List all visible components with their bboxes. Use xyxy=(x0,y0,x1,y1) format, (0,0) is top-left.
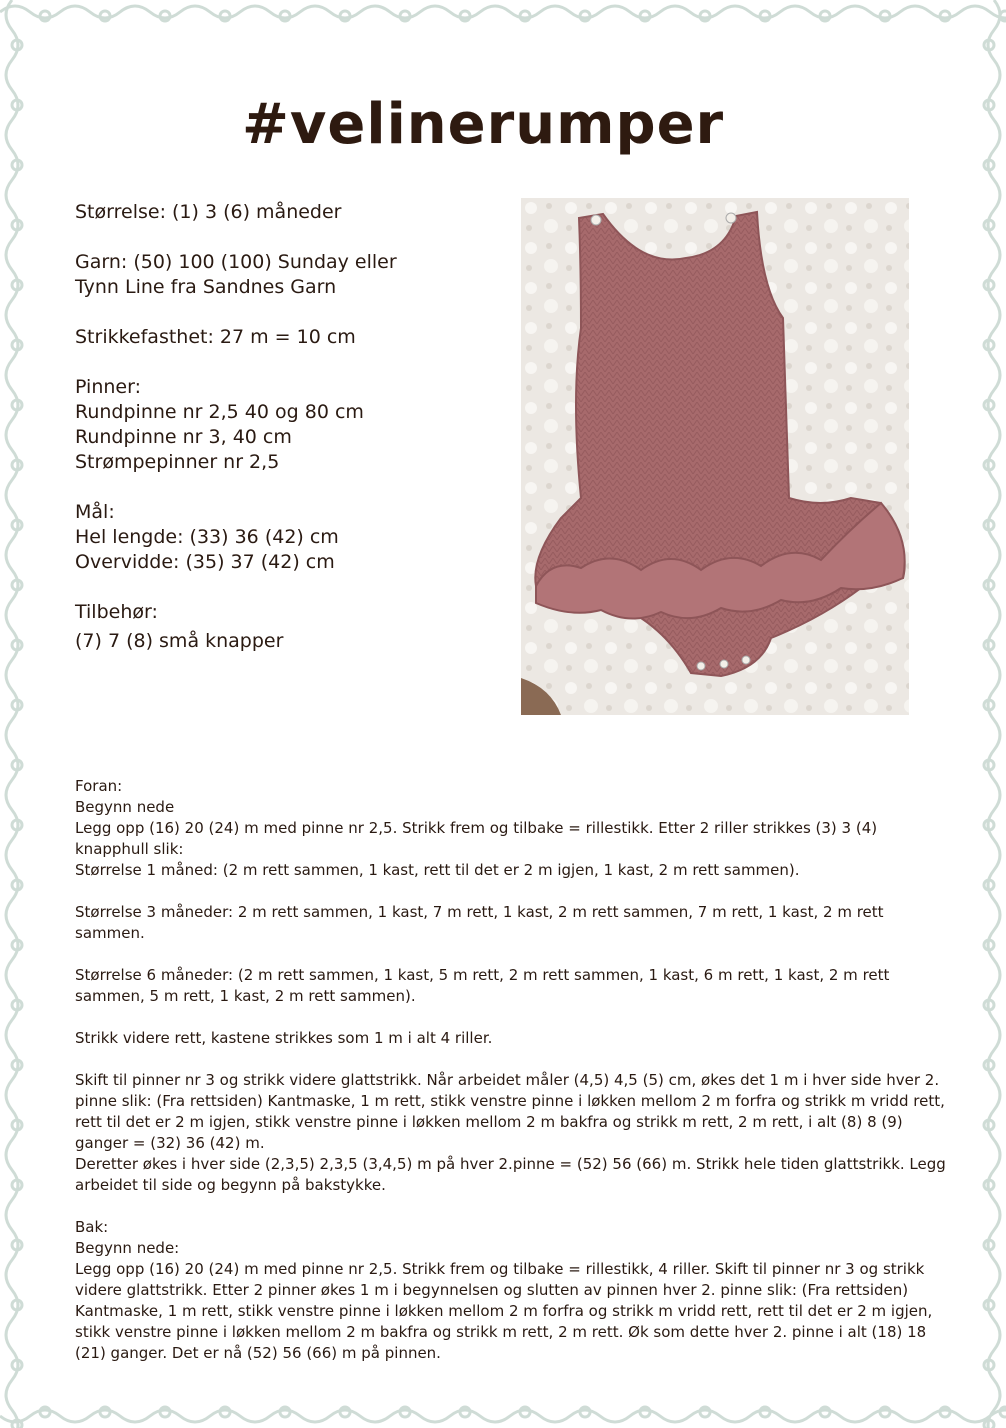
size-6-months: Størrelse 6 måneder: (2 m rett sammen, 1 kast, 5 m rett, 2 m rett sammen, 1 kast, 6 m rett, 1 kast, 2 m rett sammen, 5 m rett, 1 kast, 2 m rett sammen). xyxy=(75,966,890,1005)
size-1-month: Størrelse 1 måned: (2 m rett sammen, 1 kast, rett til det er 2 m igjen, 1 kast, 2 m rett sammen). xyxy=(75,861,800,879)
switch-needles: Skift til pinner nr 3 og strikk videre glattstrikk. Når arbeidet måler (4,5) 4,5 (5) cm, økes det 1 m i hver side hver 2. pinne slik: (Fra rettsiden) Kantmaske, 1 m rett, stikk venstre pinne i løkken mellom 2 m forfra og strikk m vridd rett, rett til det er 2 m igjen, stikk venstre pinne i løkken mellom 2 m bakfra og strikk m rett, 2 m rett, i alt (8) 8 (9) ganger = (32) 36 (42) m. xyxy=(75,1071,945,1152)
spec-accessories: Tilbehør: (7) 7 (8) små knapper xyxy=(75,601,284,652)
back-start: Begynn nede: xyxy=(75,1239,180,1257)
spec-gauge: Strikkefasthet: 27 m = 10 cm xyxy=(75,326,356,348)
pattern-instructions xyxy=(75,776,950,1364)
back-heading: Bak: xyxy=(75,1218,109,1236)
spec-size: Størrelse: (1) 3 (6) måneder xyxy=(75,201,342,223)
spec-measures: Mål: Hel lengde: (33) 36 (42) cm Overvidde: (35) 37 (42) cm xyxy=(75,501,339,573)
spec-needles: Pinner: Rundpinne nr 2,5 40 og 80 cm Rundpinne nr 3, 40 cm Strømpepinner nr 2,5 xyxy=(75,376,364,473)
size-3-months: Størrelse 3 måneder: 2 m rett sammen, 1 kast, 7 m rett, 1 kast, 2 m rett sammen, 7 m rett, 1 kast, 2 m rett sammen. xyxy=(75,903,884,942)
front-start: Begynn nede xyxy=(75,798,175,816)
spec-yarn: Garn: (50) 100 (100) Sunday eller Tynn Line fra Sandnes Garn xyxy=(75,251,397,298)
romper-photo xyxy=(521,198,909,715)
continue-knit: Strikk videre rett, kastene strikkes som 1 m i alt 4 riller. xyxy=(75,1029,493,1047)
front-cast-on: Legg opp (16) 20 (24) m med pinne nr 2,5. Strikk frem og tilbake = rillestikk. Etter 2 riller strikkes (3) 3 (4) knapphull slik: xyxy=(75,819,878,858)
pattern-specs xyxy=(75,200,505,679)
page-title: #velinerumper xyxy=(242,92,725,157)
front-heading: Foran: xyxy=(75,777,123,795)
increase-sides: Deretter økes i hver side (2,3,5) 2,3,5 (3,4,5) m på hver 2.pinne = (52) 56 (66) m. Strikk hele tiden glattstrikk. Legg arbeidet til side og begynn på bakstykke. xyxy=(75,1155,946,1194)
back-text: Legg opp (16) 20 (24) m med pinne nr 2,5. Strikk frem og tilbake = rillestikk, 4 riller. Skift til pinner nr 3 og strikk videre glattstrikk. Etter 2 pinner økes 1 m i begynnelsen og slutten av pinnen hver 2. pinne slik: (Fra rettsiden) Kantmaske, 1 m rett, stikk venstre pinne i løkken mellom 2 m forfra og strikk m vridd rett, rett til det er 2 m igjen, stikk venstre pinne i løkken mellom 2 m bakfra og strikk m rett, 2 m rett. Øk som dette hver 2. pinne i alt (18) 18 (21) ganger. Det er nå (52) 56 (66) m på pinnen. xyxy=(75,1260,933,1362)
knitted-romper-image xyxy=(521,198,909,715)
